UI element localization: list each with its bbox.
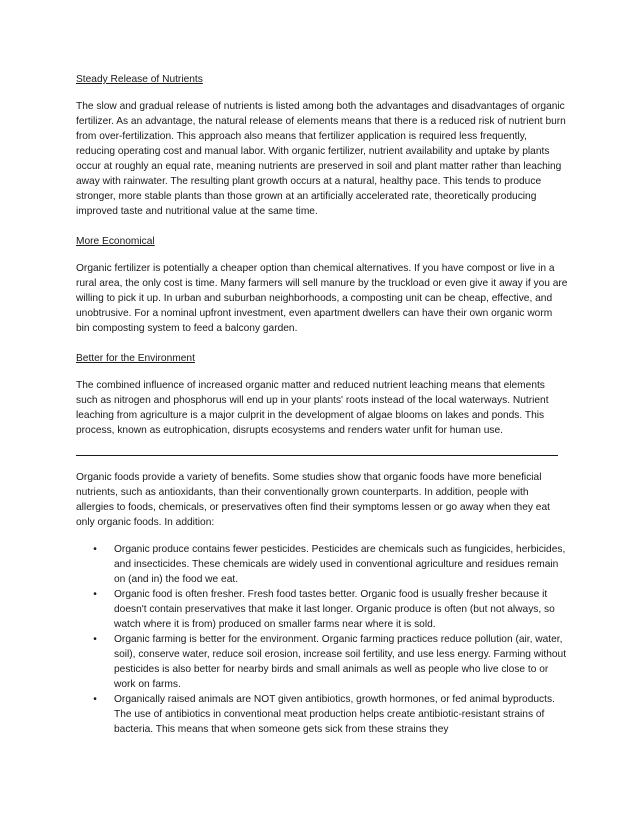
section-paragraph: The slow and gradual release of nutrients is listed among both the advantages and disadvantages of organic fertilizer. As an advantage, the natural release of elements means that there is a reduced risk of nutrient burn from over-fertilization. This approach also means that fertilizer application is required less frequently, reducing operating cost and manual labor. With organic fertilizer, nutrient availability and uptake by plants occur at roughly an equal rate, meaning nutrients are preserved in soil and plant matter rather than leaching away with rainwater. The resulting plant growth occurs at a natural, healthy pace. This tends to produce stronger, more stable plants than those grown at an artificially accelerated rate, theoretically producing improved taste and nutritional value at the same time. bbox=[76, 101, 566, 217]
section-steady-release bbox=[76, 72, 568, 219]
section-paragraph: Organic fertilizer is potentially a cheaper option than chemical alternatives. If you have compost or live in a rural area, the only cost is time. Many farmers will sell manure by the truckload or even give it away if you are willing to pick it up. In urban and suburban neighborhoods, a composting unit can be cheap, effective, and unobtrusive. For a nominal upfront investment, even apartment dwellers can have their own organic worm bin composting system to feed a balcony garden. bbox=[76, 263, 568, 334]
section-better-environment bbox=[76, 351, 568, 438]
list-item-text: Organic produce contains fewer pesticides. Pesticides are chemicals such as fungicides, herbicides, and insecticides. These chemicals are widely used in conventional agriculture and residues remain on (and in) the food we eat. bbox=[114, 544, 566, 585]
list-item bbox=[93, 587, 568, 632]
bullet-icon: • bbox=[93, 634, 97, 645]
bullet-icon: • bbox=[93, 694, 97, 705]
horizontal-divider bbox=[76, 446, 558, 456]
bullet-icon: • bbox=[93, 544, 97, 555]
list-item bbox=[93, 692, 568, 737]
list-item-text: Organic food is often fresher. Fresh food tastes better. Organic food is usually fresher because it doesn't contain preservatives that make it last longer. Organic produce is often (but not always, so watch where it is from) produced on smaller farms near where it is sold. bbox=[114, 589, 555, 630]
section-more-economical bbox=[76, 234, 568, 336]
list-item bbox=[93, 542, 568, 587]
section-heading: Better for the Environment bbox=[76, 353, 195, 364]
list-item-text: Organic farming is better for the environment. Organic farming practices reduce pollution (air, water, soil), conserve water, reduce soil erosion, increase soil fertility, and use less energy. Farming without pesticides is also better for nearby birds and small animals as well as people who live close to or work on farms. bbox=[114, 634, 567, 690]
intro-paragraph: Organic foods provide a variety of benefits. Some studies show that organic foods have more beneficial nutrients, such as antioxidants, than their conventionally grown counterparts. In addition, people with allergies to foods, chemicals, or preservatives often find their symptoms lessen or go away when they eat only organic foods. In addition: bbox=[76, 472, 550, 528]
list-item-text: Organically raised animals are NOT given antibiotics, growth hormones, or fed animal byproducts. The use of antibiotics in conventional meat production helps create antibiotic-resistant strains of bacteria. This means that when someone gets sick from these strains they bbox=[114, 694, 555, 735]
section-paragraph: The combined influence of increased organic matter and reduced nutrient leaching means that elements such as nitrogen and phosphorus will end up in your plants' roots instead of the local waterways. Nutrient leaching from agriculture is a major culprit in the development of algae blooms on lakes and ponds. This process, known as eutrophication, disrupts ecosystems and renders water unfit for human use. bbox=[76, 380, 549, 436]
bullet-icon: • bbox=[93, 589, 97, 600]
section-heading: More Economical bbox=[76, 236, 155, 247]
benefits-list bbox=[76, 542, 568, 737]
list-item bbox=[93, 632, 568, 692]
section-heading: Steady Release of Nutrients bbox=[76, 74, 203, 85]
